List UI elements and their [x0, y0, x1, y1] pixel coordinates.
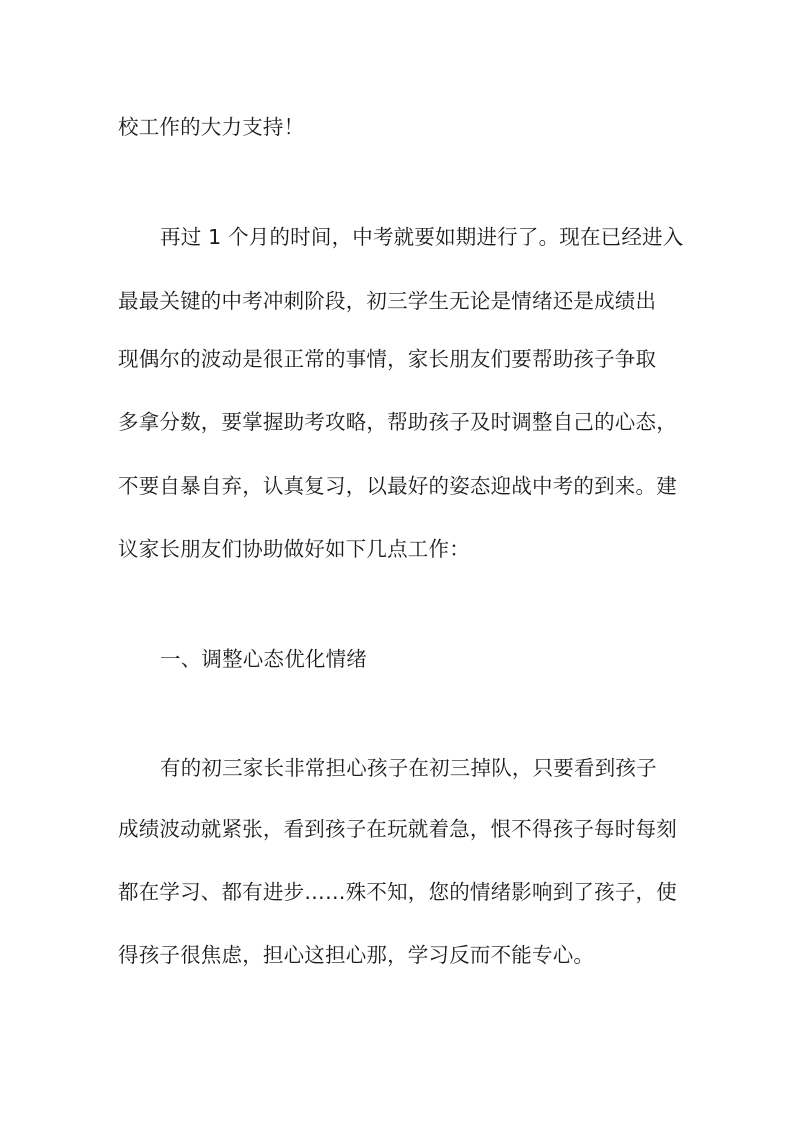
paragraph-line: 得孩子很焦虑，担心这担心那，学习反而不能专心。: [118, 943, 595, 967]
paragraph-line: 最最关键的中考冲刺阶段，初三学生无论是情绪还是成绩出: [118, 289, 657, 313]
paragraph-line: 现偶尔的波动是很正常的事情，家长朋友们要帮助孩子争取: [118, 347, 657, 371]
paragraph-line: 不要自暴自弃，认真复习，以最好的姿态迎战中考的到来。建: [118, 474, 677, 498]
paragraph-line: 校工作的大力支持！: [118, 115, 305, 139]
paragraph-line: 都在学习、都有进步……殊不知，您的情绪影响到了孩子，使: [118, 880, 677, 904]
section-heading: 一、调整心态优化情绪: [160, 647, 367, 671]
paragraph-line: 再过 1 个月的时间，中考就要如期进行了。现在已经进入: [160, 225, 684, 249]
paragraph-line: 有的初三家长非常担心孩子在初三掉队，只要看到孩子: [160, 756, 657, 780]
paragraph-line: 多拿分数，要掌握助考攻略，帮助孩子及时调整自己的心态，: [118, 410, 677, 434]
paragraph-line: 议家长朋友们协助做好如下几点工作：: [118, 537, 470, 561]
paragraph-line: 成绩波动就紧张，看到孩子在玩就着急，恨不得孩子每时每刻: [118, 817, 677, 841]
